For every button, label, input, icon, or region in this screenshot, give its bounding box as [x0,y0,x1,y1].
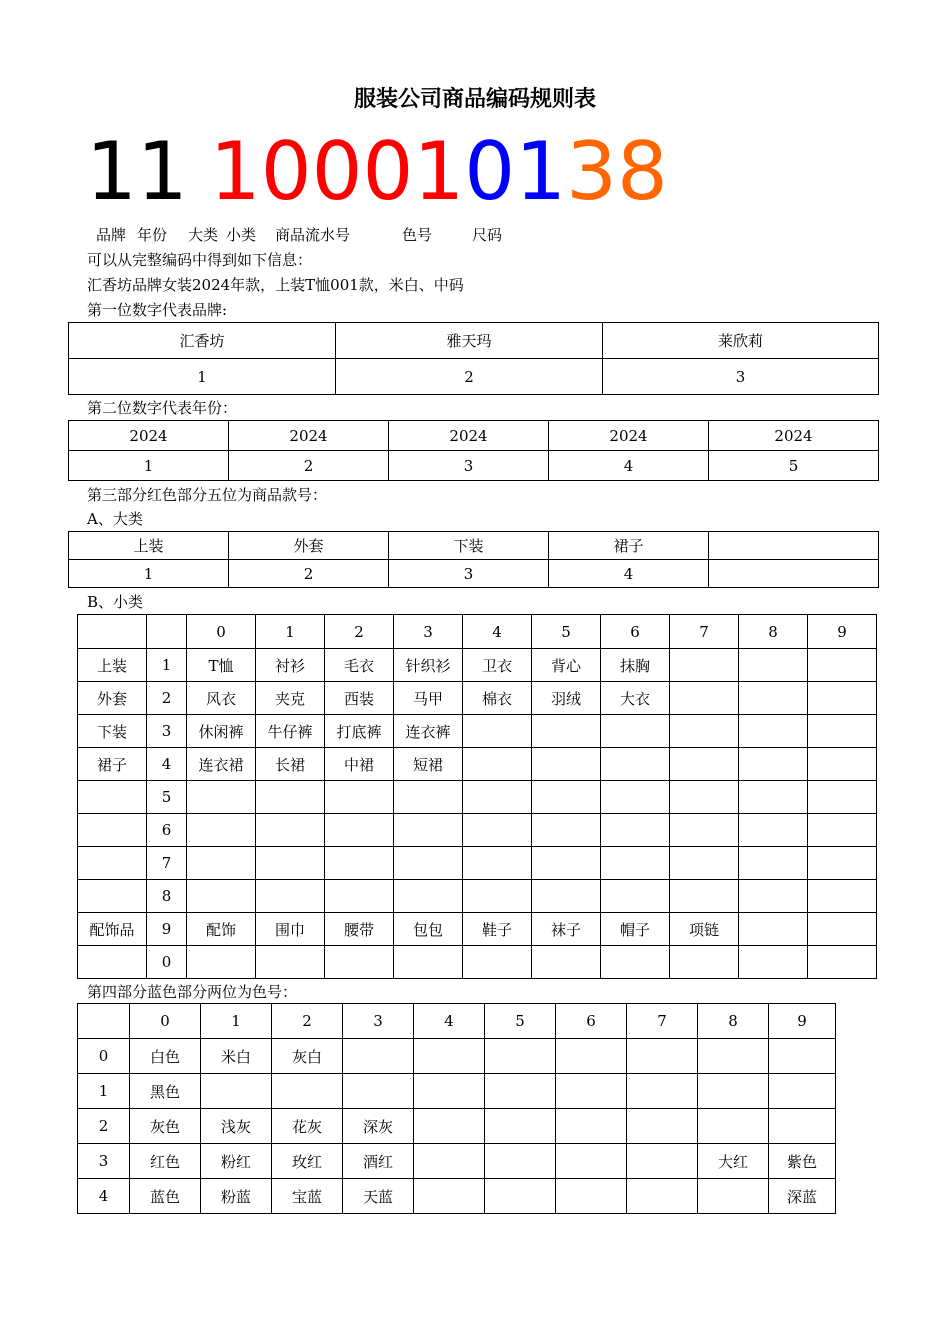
subcategory-cell [601,814,670,847]
subcategory-cell: 休闲裤 [187,715,256,748]
page-title: 服装公司商品编码规则表 [353,87,596,112]
subcategory-header-cell: 3 [394,615,463,649]
color-cell [769,1074,836,1109]
year-table [68,420,879,481]
color-cell [556,1179,627,1214]
subcategory-cell [532,715,601,748]
color-cell: 2 [78,1109,130,1144]
color-cell: 深蓝 [769,1179,836,1214]
subcategory-cell: 鞋子 [463,913,532,946]
code-style-number: 10001 [209,125,465,218]
subcategory-cell [808,913,877,946]
subcategory-cell: 衬衫 [256,649,325,682]
year-code-cell: 3 [389,451,549,481]
color-cell [627,1179,698,1214]
year-code-cell: 2 [229,451,389,481]
color-cell: 粉红 [201,1144,272,1179]
subcategory-cell: 袜子 [532,913,601,946]
subcategory-cell [463,781,532,814]
subcategory-header-cell: 8 [739,615,808,649]
color-cell: 4 [78,1179,130,1214]
subcategory-cell: 牛仔裤 [256,715,325,748]
color-cell [343,1039,414,1074]
subcategory-cell [739,946,808,979]
subcategory-row [78,682,877,715]
subcategory-cell [739,748,808,781]
color-header-cell: 6 [556,1004,627,1039]
legend-year: 年份 [137,226,168,244]
subcategory-cell [670,814,739,847]
brand-name-cell: 汇香坊 [69,323,336,359]
subcategory-cell: 背心 [532,649,601,682]
color-cell: 白色 [130,1039,201,1074]
sample-code [86,126,668,218]
subcategory-cell [394,814,463,847]
color-cell: 红色 [130,1144,201,1179]
color-cell [343,1074,414,1109]
subcategory-cell [670,946,739,979]
color-cell [556,1074,627,1109]
color-cell [556,1109,627,1144]
color-cell: 深灰 [343,1109,414,1144]
legend-color: 色号 [402,226,433,244]
subcategory-cell [670,847,739,880]
subcategory-cell: 连衣裙 [187,748,256,781]
subcategory-cell: 上装 [78,649,147,682]
subcategory-cell: 西装 [325,682,394,715]
color-header-cell: 4 [414,1004,485,1039]
subcategory-cell [78,847,147,880]
subcategory-cell: 夹克 [256,682,325,715]
brand-code-cell: 3 [603,359,879,395]
subcategory-cell: T恤 [187,649,256,682]
color-cell [627,1109,698,1144]
example-line: 汇香坊品牌女装2024年款，上装T恤001款，米白、中码 [87,276,464,294]
subcategory-cell [325,847,394,880]
subcategory-cell: 裙子 [78,748,147,781]
color-table [77,1003,836,1214]
color-header-cell: 5 [485,1004,556,1039]
category-heading: A、大类 [87,510,143,528]
subcategory-cell [463,946,532,979]
color-header-cell: 1 [201,1004,272,1039]
subcategory-header-row [78,615,877,649]
subcategory-cell: 短裙 [394,748,463,781]
subcategory-cell: 帽子 [601,913,670,946]
subcategory-cell [256,847,325,880]
subcategory-cell [187,847,256,880]
color-cell [627,1039,698,1074]
legend-size: 尺码 [472,226,503,244]
intro-line: 可以从完整编码中得到如下信息： [87,251,313,269]
subcategory-cell: 连衣裤 [394,715,463,748]
year-row [69,421,879,451]
color-cell [698,1039,769,1074]
subcategory-cell [601,946,670,979]
subcategory-cell: 4 [147,748,187,781]
brand-table [68,322,879,395]
legend-brand: 品牌 [96,226,127,244]
subcategory-cell [463,814,532,847]
subcategory-cell: 5 [147,781,187,814]
subcategory-cell [532,946,601,979]
color-cell [414,1144,485,1179]
color-cell [485,1144,556,1179]
color-cell: 玫红 [272,1144,343,1179]
color-cell: 米白 [201,1039,272,1074]
year-cell: 2024 [389,421,549,451]
color-cell [769,1039,836,1074]
subcategory-cell: 羽绒 [532,682,601,715]
year-cell: 2024 [549,421,709,451]
subcategory-cell [601,715,670,748]
color-row [78,1144,836,1179]
subcategory-cell [463,715,532,748]
subcategory-header-cell: 7 [670,615,739,649]
color-cell [485,1179,556,1214]
color-cell [485,1074,556,1109]
category-table [68,531,879,588]
year-code-row [69,451,879,481]
subcategory-cell [325,814,394,847]
color-cell [414,1109,485,1144]
year-code-cell: 1 [69,451,229,481]
subcategory-row [78,781,877,814]
category-name-cell: 裙子 [549,532,709,560]
subcategory-row [78,715,877,748]
year-cell: 2024 [229,421,389,451]
color-cell [485,1109,556,1144]
category-name-cell: 外套 [229,532,389,560]
color-cell: 灰色 [130,1109,201,1144]
color-cell: 3 [78,1144,130,1179]
subcategory-cell [78,781,147,814]
subcategory-cell: 抹胸 [601,649,670,682]
subcategory-cell [78,946,147,979]
subcategory-cell [394,880,463,913]
category-code-row [69,560,879,588]
subcategory-cell [670,715,739,748]
color-row [78,1109,836,1144]
category-code-cell: 3 [389,560,549,588]
subcategory-cell [808,649,877,682]
subcategory-cell: 棉衣 [463,682,532,715]
color-cell [201,1074,272,1109]
code-color-number: 01 [464,125,567,218]
subcategory-cell [601,880,670,913]
subcategory-cell: 腰带 [325,913,394,946]
year-cell: 2024 [709,421,879,451]
subcategory-cell [808,880,877,913]
subcategory-cell [187,814,256,847]
subcategory-row [78,748,877,781]
color-cell: 蓝色 [130,1179,201,1214]
subcategory-cell: 2 [147,682,187,715]
subcategory-cell [463,748,532,781]
subcategory-cell [739,682,808,715]
subcategory-cell: 8 [147,880,187,913]
subcategory-cell: 针织衫 [394,649,463,682]
color-header-cell: 8 [698,1004,769,1039]
color-header-cell: 0 [130,1004,201,1039]
subcategory-row [78,814,877,847]
color-cell [698,1109,769,1144]
subcategory-cell: 配饰品 [78,913,147,946]
subcategory-cell [670,748,739,781]
color-cell: 黑色 [130,1074,201,1109]
subcategory-cell: 项链 [670,913,739,946]
subcategory-cell: 毛衣 [325,649,394,682]
subcategory-cell [739,715,808,748]
subcategory-cell [256,814,325,847]
subcategory-cell: 马甲 [394,682,463,715]
subcategory-cell [187,781,256,814]
color-cell [485,1039,556,1074]
color-cell: 1 [78,1074,130,1109]
color-cell: 花灰 [272,1109,343,1144]
subcategory-header-cell: 4 [463,615,532,649]
subcategory-cell [808,781,877,814]
brand-heading: 第一位数字代表品牌: [87,301,228,319]
subcategory-cell [739,649,808,682]
subcategory-cell: 6 [147,814,187,847]
category-name-row [69,532,879,560]
color-cell [414,1074,485,1109]
color-cell [698,1074,769,1109]
color-cell: 粉蓝 [201,1179,272,1214]
subcategory-header-cell: 9 [808,615,877,649]
subcategory-cell [532,748,601,781]
subcategory-cell: 中裙 [325,748,394,781]
subcategory-cell [808,814,877,847]
color-row [78,1074,836,1109]
color-header-row [78,1004,836,1039]
subcategory-cell: 围巾 [256,913,325,946]
subcategory-heading: B、小类 [87,593,144,611]
subcategory-cell: 3 [147,715,187,748]
code-size-number: 38 [566,125,668,218]
category-code-cell [709,560,879,588]
subcategory-cell [532,880,601,913]
color-cell: 天蓝 [343,1179,414,1214]
subcategory-row [78,913,877,946]
brand-name-row [69,323,879,359]
subcategory-cell: 7 [147,847,187,880]
subcategory-header-cell [78,615,147,649]
subcategory-cell [187,946,256,979]
brand-name-cell: 雅天玛 [336,323,603,359]
color-heading: 第四部分蓝色部分两位为色号： [87,983,298,1001]
subcategory-cell [256,880,325,913]
subcategory-cell [78,880,147,913]
legend-serial: 商品流水号 [275,226,351,244]
subcategory-cell [808,946,877,979]
subcategory-cell: 配饰 [187,913,256,946]
subcategory-cell: 风衣 [187,682,256,715]
subcategory-cell [532,814,601,847]
subcategory-cell [256,946,325,979]
subcategory-table [77,614,877,979]
subcategory-cell: 9 [147,913,187,946]
color-header-cell: 2 [272,1004,343,1039]
color-cell [556,1039,627,1074]
color-cell: 酒红 [343,1144,414,1179]
category-name-cell: 下装 [389,532,549,560]
code-brand-year: 11 [86,125,188,218]
subcategory-header-cell: 5 [532,615,601,649]
subcategory-cell [532,781,601,814]
subcategory-cell [739,913,808,946]
brand-code-cell: 1 [69,359,336,395]
subcategory-cell: 外套 [78,682,147,715]
color-cell [414,1039,485,1074]
subcategory-cell: 长裙 [256,748,325,781]
subcategory-row [78,649,877,682]
subcategory-header-cell: 1 [256,615,325,649]
subcategory-cell [670,682,739,715]
subcategory-cell [325,946,394,979]
subcategory-cell: 卫衣 [463,649,532,682]
color-cell: 浅灰 [201,1109,272,1144]
subcategory-cell [256,781,325,814]
category-code-cell: 2 [229,560,389,588]
legend-category: 大类 [188,226,219,244]
category-name-cell [709,532,879,560]
brand-code-row [69,359,879,395]
subcategory-cell [394,847,463,880]
color-cell [627,1074,698,1109]
subcategory-cell [601,847,670,880]
color-cell [627,1144,698,1179]
subcategory-cell: 包包 [394,913,463,946]
brand-code-cell: 2 [336,359,603,395]
color-cell [769,1109,836,1144]
color-cell [556,1144,627,1179]
subcategory-cell [532,847,601,880]
category-code-cell: 1 [69,560,229,588]
subcategory-cell [601,781,670,814]
color-row [78,1179,836,1214]
subcategory-cell [670,649,739,682]
code-legend [0,224,950,246]
subcategory-row [78,946,877,979]
category-code-cell: 4 [549,560,709,588]
year-cell: 2024 [69,421,229,451]
legend-subcategory: 小类 [226,226,257,244]
subcategory-cell [739,847,808,880]
color-cell: 紫色 [769,1144,836,1179]
subcategory-cell [739,880,808,913]
color-header-cell [78,1004,130,1039]
subcategory-header-cell: 6 [601,615,670,649]
subcategory-cell [601,748,670,781]
color-cell [272,1074,343,1109]
style-heading: 第三部分红色部分五位为商品款号： [87,486,328,504]
subcategory-cell [670,781,739,814]
year-heading: 第二位数字代表年份： [87,399,238,417]
subcategory-cell [325,880,394,913]
subcategory-cell [739,814,808,847]
subcategory-cell [78,814,147,847]
subcategory-cell: 下装 [78,715,147,748]
subcategory-row [78,880,877,913]
color-cell: 大红 [698,1144,769,1179]
color-header-cell: 3 [343,1004,414,1039]
subcategory-cell [808,748,877,781]
subcategory-cell [325,781,394,814]
subcategory-header-cell [147,615,187,649]
subcategory-cell [739,781,808,814]
subcategory-cell: 大衣 [601,682,670,715]
subcategory-row [78,847,877,880]
subcategory-cell [394,946,463,979]
color-cell [414,1179,485,1214]
subcategory-cell: 0 [147,946,187,979]
subcategory-cell [808,682,877,715]
color-cell: 宝蓝 [272,1179,343,1214]
subcategory-cell: 1 [147,649,187,682]
color-row [78,1039,836,1074]
subcategory-cell: 打底裤 [325,715,394,748]
subcategory-header-cell: 0 [187,615,256,649]
color-header-cell: 7 [627,1004,698,1039]
subcategory-header-cell: 2 [325,615,394,649]
category-name-cell: 上装 [69,532,229,560]
year-code-cell: 5 [709,451,879,481]
color-cell [698,1179,769,1214]
year-code-cell: 4 [549,451,709,481]
subcategory-cell [463,880,532,913]
subcategory-cell [187,880,256,913]
brand-name-cell: 莱欣莉 [603,323,879,359]
subcategory-cell [670,880,739,913]
color-header-cell: 9 [769,1004,836,1039]
subcategory-cell [808,715,877,748]
subcategory-cell [394,781,463,814]
subcategory-cell [463,847,532,880]
color-cell: 灰白 [272,1039,343,1074]
subcategory-cell [808,847,877,880]
color-cell: 0 [78,1039,130,1074]
